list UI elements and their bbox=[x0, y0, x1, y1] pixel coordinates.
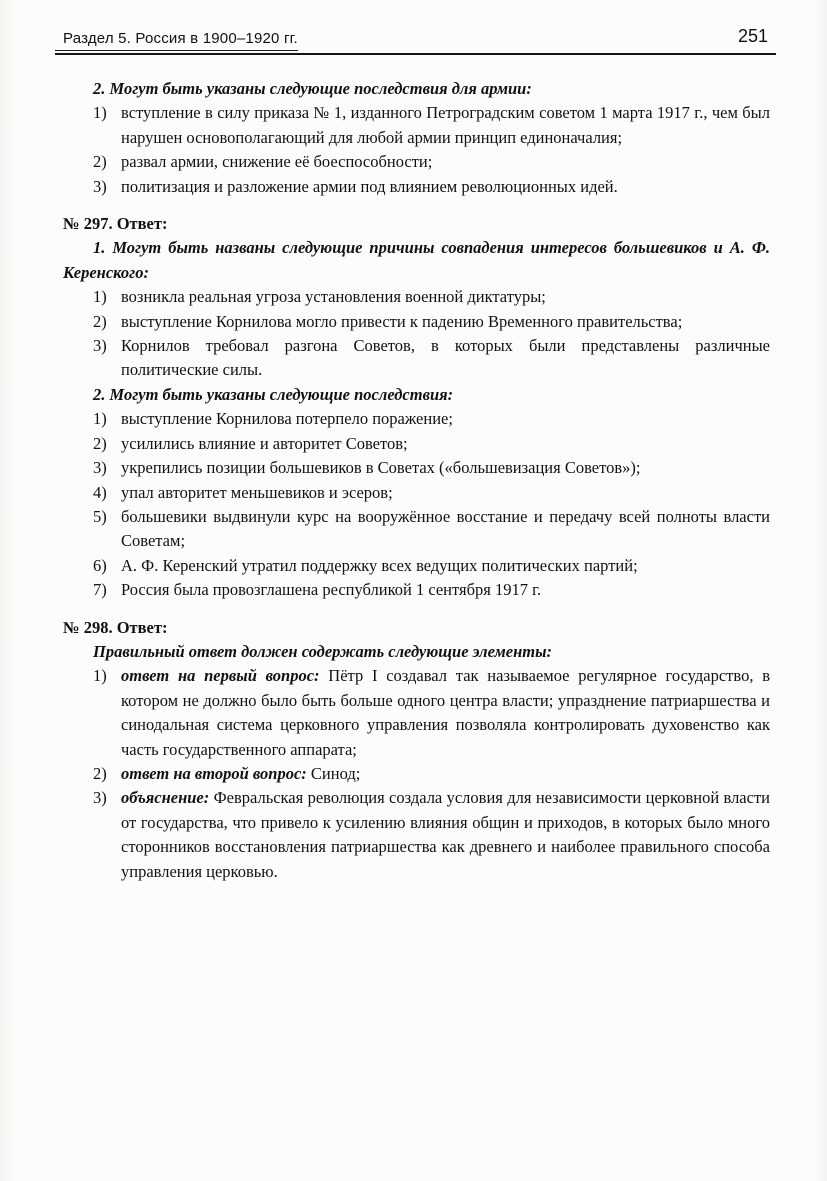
list-item-number: 1) bbox=[93, 103, 107, 123]
list-item-text: большевики выдвинули курс на вооружённое восстание и передачу всей полноты власти Советам; bbox=[121, 506, 770, 551]
list-item bbox=[93, 481, 770, 505]
list-item-number: 3) bbox=[93, 336, 107, 356]
list-item-text: А. Ф. Керенский утратил поддержку всех ведущих политических партий; bbox=[121, 555, 638, 575]
list-item-lead: объяснение: bbox=[121, 788, 210, 808]
list-item-number: 3) bbox=[93, 176, 107, 196]
list-item-number: 1) bbox=[93, 287, 107, 307]
list-item bbox=[93, 175, 770, 199]
list-item bbox=[93, 432, 770, 456]
list-item bbox=[93, 285, 770, 309]
list-item-number: 2) bbox=[93, 152, 107, 172]
list-item-text: возникла реальная угроза установления военной диктатуры; bbox=[121, 287, 546, 307]
list-item-number: 7) bbox=[93, 580, 107, 600]
list-item-number: 6) bbox=[93, 555, 107, 575]
list-item bbox=[93, 334, 770, 383]
list-item bbox=[93, 310, 770, 334]
list-item-text: политизация и разложение армии под влиянием революционных идей. bbox=[121, 176, 618, 196]
list-item bbox=[93, 786, 770, 884]
list-item-number: 2) bbox=[93, 763, 107, 783]
running-head bbox=[55, 26, 776, 55]
answer-text-body bbox=[63, 77, 770, 884]
list-item-number: 2) bbox=[93, 433, 107, 453]
list-item-number: 3) bbox=[93, 788, 107, 808]
answer-number-heading: № 298. Ответ: bbox=[63, 617, 168, 637]
list-item bbox=[93, 664, 770, 762]
list-item bbox=[93, 578, 770, 602]
list-item-text: выступление Корнилова могло привести к падению Временного правительства; bbox=[121, 311, 683, 331]
list-item-text: вступление в силу приказа № 1, изданного Петроградским советом 1 марта 1917 г., чем был нарушен основополагающий для любой армии принцип единоначалия; bbox=[121, 103, 770, 147]
list-item-number: 2) bbox=[93, 311, 107, 331]
list-item bbox=[93, 554, 770, 578]
list-item bbox=[93, 101, 770, 150]
list-item-text: объяснение: Февральская революция создала условия для независимости церковной власти от государства, что привело к усилению влияния общин и приходов, в которых было много сторонников восстановления патриаршества как древнего и наиболее правильного способа управления церковью. bbox=[121, 788, 770, 881]
list-item bbox=[93, 505, 770, 554]
section-title: Раздел 5. Россия в 1900–1920 гг. bbox=[55, 30, 298, 51]
list-item-text: развал армии, снижение её боеспособности; bbox=[121, 152, 433, 172]
list-item-text: усилились влияние и авторитет Советов; bbox=[121, 433, 408, 453]
list-item-lead: ответ на первый вопрос: bbox=[121, 666, 320, 686]
list-item-number: 4) bbox=[93, 482, 107, 502]
list-item-text: выступление Корнилова потерпело поражение; bbox=[121, 409, 453, 429]
sub-heading: 1. Могут быть названы следующие причины совпадения интересов большевиков и А. Ф. Керенского: bbox=[63, 238, 770, 282]
list-item bbox=[93, 150, 770, 174]
list-item-lead: ответ на второй вопрос: bbox=[121, 763, 307, 783]
sub-heading: 2. Могут быть указаны следующие последствия для армии: bbox=[93, 79, 532, 98]
list-item-text: ответ на первый вопрос: Пётр I создавал так называемое регулярное государство, в котором не должно было быть больше одного центра власти; упразднение патриаршества и синодальная система церковного управления позволяла контролировать духовенство как часть государственного аппарата; bbox=[121, 666, 770, 759]
list-item-text: упал авторитет меньшевиков и эсеров; bbox=[121, 482, 393, 502]
sub-heading: Правильный ответ должен содержать следующие элементы: bbox=[93, 641, 553, 661]
answer-number-heading: № 297. Ответ: bbox=[63, 214, 168, 234]
list-item-text: Россия была провозглашена республикой 1 сентября 1917 г. bbox=[121, 580, 542, 600]
list-item-number: 1) bbox=[93, 666, 107, 686]
page-number: 251 bbox=[737, 26, 768, 46]
list-item-text: укрепились позиции большевиков в Советах («большевизация Советов»); bbox=[121, 458, 641, 478]
list-item-text: ответ на второй вопрос: Синод; bbox=[121, 763, 361, 783]
list-item bbox=[93, 407, 770, 431]
sub-heading: 2. Могут быть указаны следующие последствия: bbox=[93, 384, 454, 404]
list-item bbox=[93, 456, 770, 480]
list-item-number: 1) bbox=[93, 409, 107, 429]
list-item-number: 3) bbox=[93, 458, 107, 478]
list-item bbox=[93, 762, 770, 786]
list-item-number: 5) bbox=[93, 506, 107, 526]
list-item-text: Корнилов требовал разгона Советов, в которых были представлены различные политические силы. bbox=[121, 336, 770, 380]
